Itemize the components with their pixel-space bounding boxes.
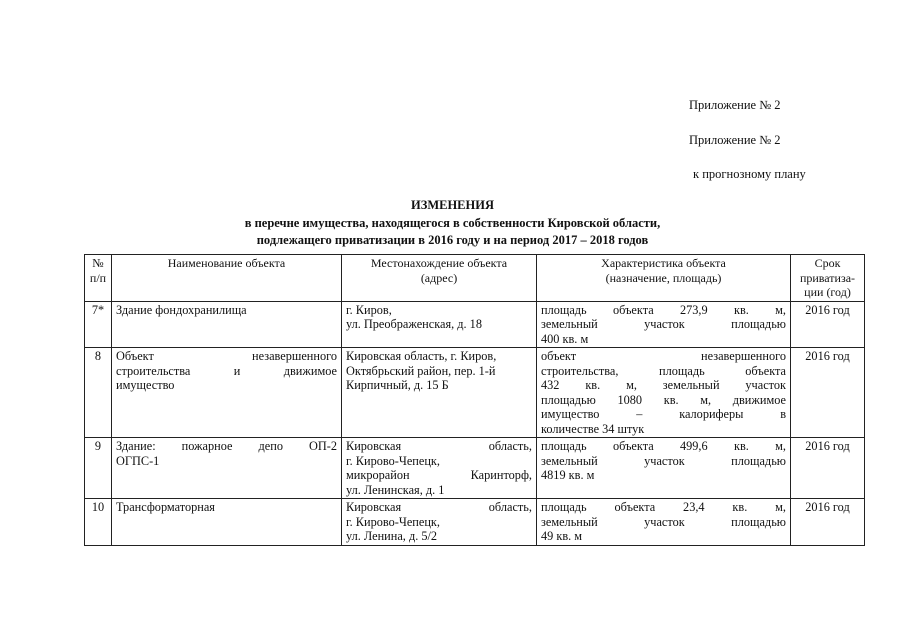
table-header-row [85,255,865,302]
header-characteristic: Характеристика объекта (назначение, площадь) [537,255,791,302]
row-term: 2016 год [791,301,865,348]
row-num: 8 [85,348,112,438]
row-address: Кировская область, г. Киров, Октябрьский район, пер. 1-й Кирпичный, д. 15 Б [342,348,537,438]
table-row [85,301,865,348]
row-address: г. Киров, ул. Преображенская, д. 18 [342,301,537,348]
table-row [85,438,865,499]
row-term: 2016 год [791,348,865,438]
document-title: ИЗМЕНЕНИЯ [411,198,494,212]
table-row [85,348,865,438]
row-address: Кировская область, г. Кирово-Чепецк, микрорайон Каринторф, ул. Ленинская, д. 1 [342,438,537,499]
row-num: 10 [85,499,112,546]
header-num: № п/п [85,255,112,302]
document-subtitle-line2: подлежащего приватизации в 2016 году и на период 2017 – 2018 годов [256,233,649,247]
row-num: 7* [85,301,112,348]
header-name: Наименование объекта [112,255,342,302]
property-table [84,254,865,546]
row-name: Объект незавершенного строительства и движимое имущество [112,348,342,438]
row-name: Здание: пожарное депо ОП-2 ОГПС-1 [112,438,342,499]
row-num: 9 [85,438,112,499]
table-row [85,499,865,546]
row-name: Трансформаторная [112,499,342,546]
row-address: Кировская область, г. Кирово-Чепецк, ул. Ленина, д. 5/2 [342,499,537,546]
document-subtitle-line1: в перечне имущества, находящегося в собственности Кировской области, [244,216,661,230]
header-term: Срок приватиза- ции (год) [791,255,865,302]
row-term: 2016 год [791,499,865,546]
row-characteristic: объект незавершенного строительства, площадь объекта 432 кв. м, земельный участок площадью 1080 кв. м, движимое имущество – калориферы в количестве 34 штук [537,348,791,438]
annex-reference: к прогнозному плану [693,167,806,181]
annex-label-repeat: Приложение № 2 [689,133,781,147]
row-characteristic: площадь объекта 23,4 кв. м, земельный участок площадью 49 кв. м [537,499,791,546]
row-term: 2016 год [791,438,865,499]
row-characteristic: площадь объекта 499,6 кв. м, земельный участок площадью 4819 кв. м [537,438,791,499]
row-name: Здание фондохранилища [112,301,342,348]
annex-label: Приложение № 2 [689,98,781,112]
header-address: Местонахождение объекта (адрес) [342,255,537,302]
row-characteristic: площадь объекта 273,9 кв. м, земельный участок площадью 400 кв. м [537,301,791,348]
